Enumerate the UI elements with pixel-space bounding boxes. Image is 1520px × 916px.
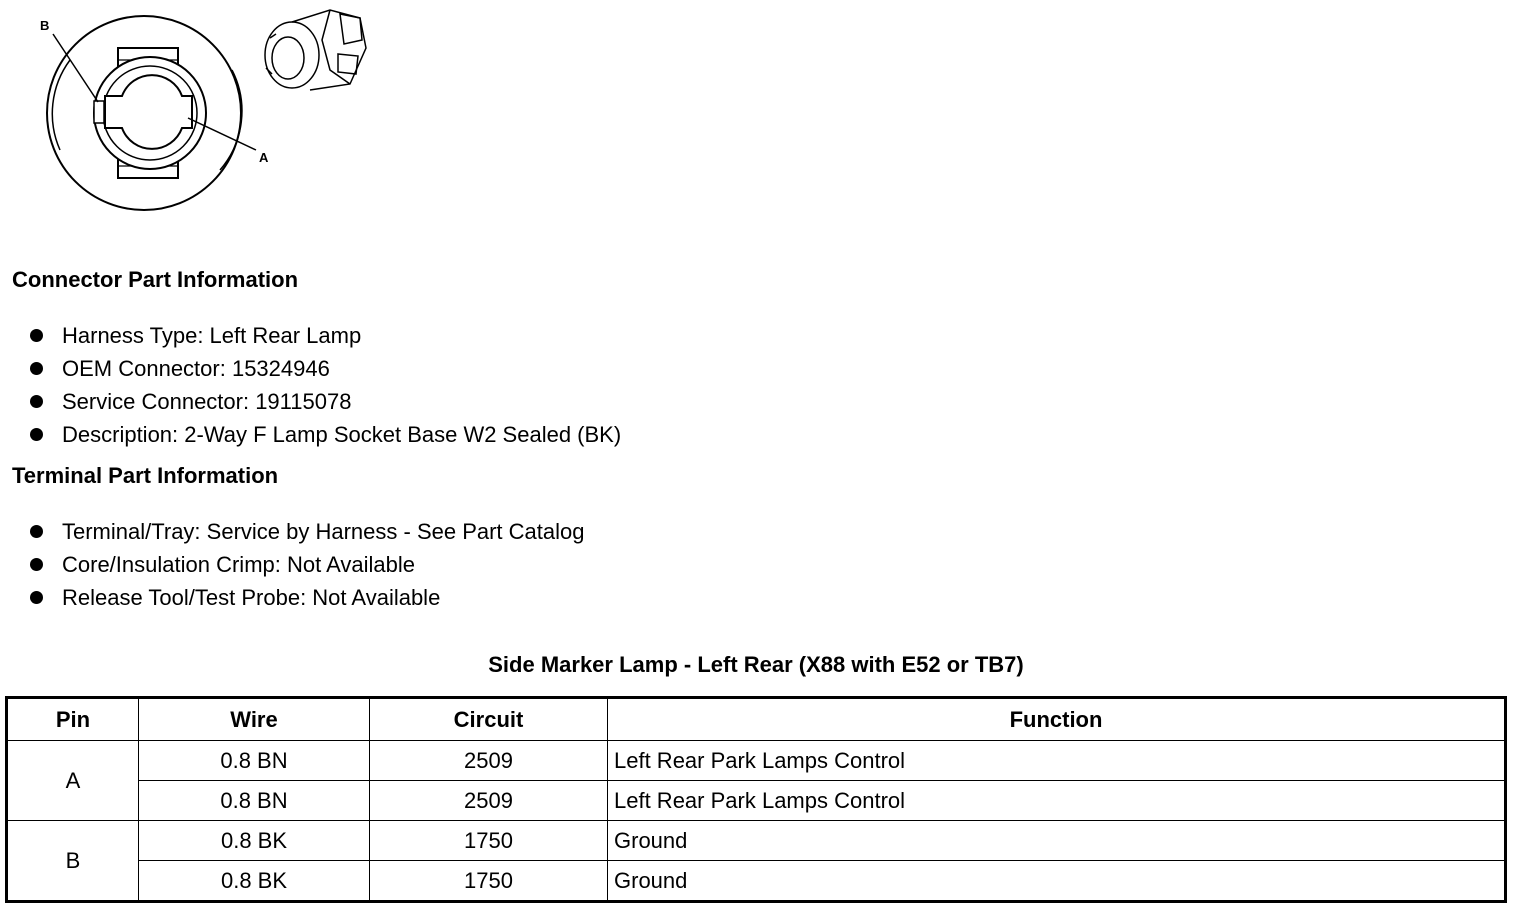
function-cell: Left Rear Park Lamps Control [608, 741, 1506, 781]
circuit-cell: 2509 [370, 781, 608, 821]
connector-info-heading: Connector Part Information [12, 267, 299, 292]
pinout-table [5, 696, 1507, 903]
column-header-function: Function [608, 698, 1506, 741]
bullet-icon [30, 591, 43, 604]
wire-cell: 0.8 BN [139, 781, 370, 821]
function-cell: Ground [608, 861, 1506, 902]
bullet-icon [30, 395, 43, 408]
table-title: Side Marker Lamp - Left Rear (X88 with E52 or TB7) [488, 652, 1024, 677]
circuit-cell: 1750 [370, 861, 608, 902]
function-cell: Ground [608, 821, 1506, 861]
column-header-pin: Pin [7, 698, 139, 741]
table-row [7, 861, 1506, 902]
connector-3d-icon [265, 10, 366, 90]
pin-a-label: A [259, 150, 269, 165]
bullet-icon [30, 428, 43, 441]
connector-info-list [28, 319, 621, 451]
list-item: Core/Insulation Crimp: Not Available [28, 548, 585, 581]
list-item: Harness Type: Left Rear Lamp [28, 319, 621, 352]
wire-cell: 0.8 BK [139, 821, 370, 861]
pin-b-label: B [40, 18, 50, 33]
table-row [7, 781, 1506, 821]
connector-diagram [30, 0, 390, 220]
bullet-icon [30, 362, 43, 375]
table-header-row [7, 698, 1506, 741]
bullet-icon [30, 525, 43, 538]
pin-cell: A [7, 741, 139, 821]
table-row [7, 821, 1506, 861]
list-item: Terminal/Tray: Service by Harness - See Part Catalog [28, 515, 585, 548]
connector-face-illustration [30, 0, 390, 220]
terminal-info-list [28, 515, 585, 614]
wire-cell: 0.8 BN [139, 741, 370, 781]
function-cell: Left Rear Park Lamps Control [608, 781, 1506, 821]
list-item: Service Connector: 19115078 [28, 385, 621, 418]
list-item: OEM Connector: 15324946 [28, 352, 621, 385]
circuit-cell: 1750 [370, 821, 608, 861]
column-header-circuit: Circuit [370, 698, 608, 741]
bullet-icon [30, 558, 43, 571]
bullet-icon [30, 329, 43, 342]
terminal-info-heading: Terminal Part Information [12, 463, 279, 488]
list-item: Description: 2-Way F Lamp Socket Base W2 Sealed (BK) [28, 418, 621, 451]
list-item: Release Tool/Test Probe: Not Available [28, 581, 585, 614]
column-header-wire: Wire [139, 698, 370, 741]
table-row [7, 741, 1506, 781]
wire-cell: 0.8 BK [139, 861, 370, 902]
pin-cell: B [7, 821, 139, 902]
circuit-cell: 2509 [370, 741, 608, 781]
